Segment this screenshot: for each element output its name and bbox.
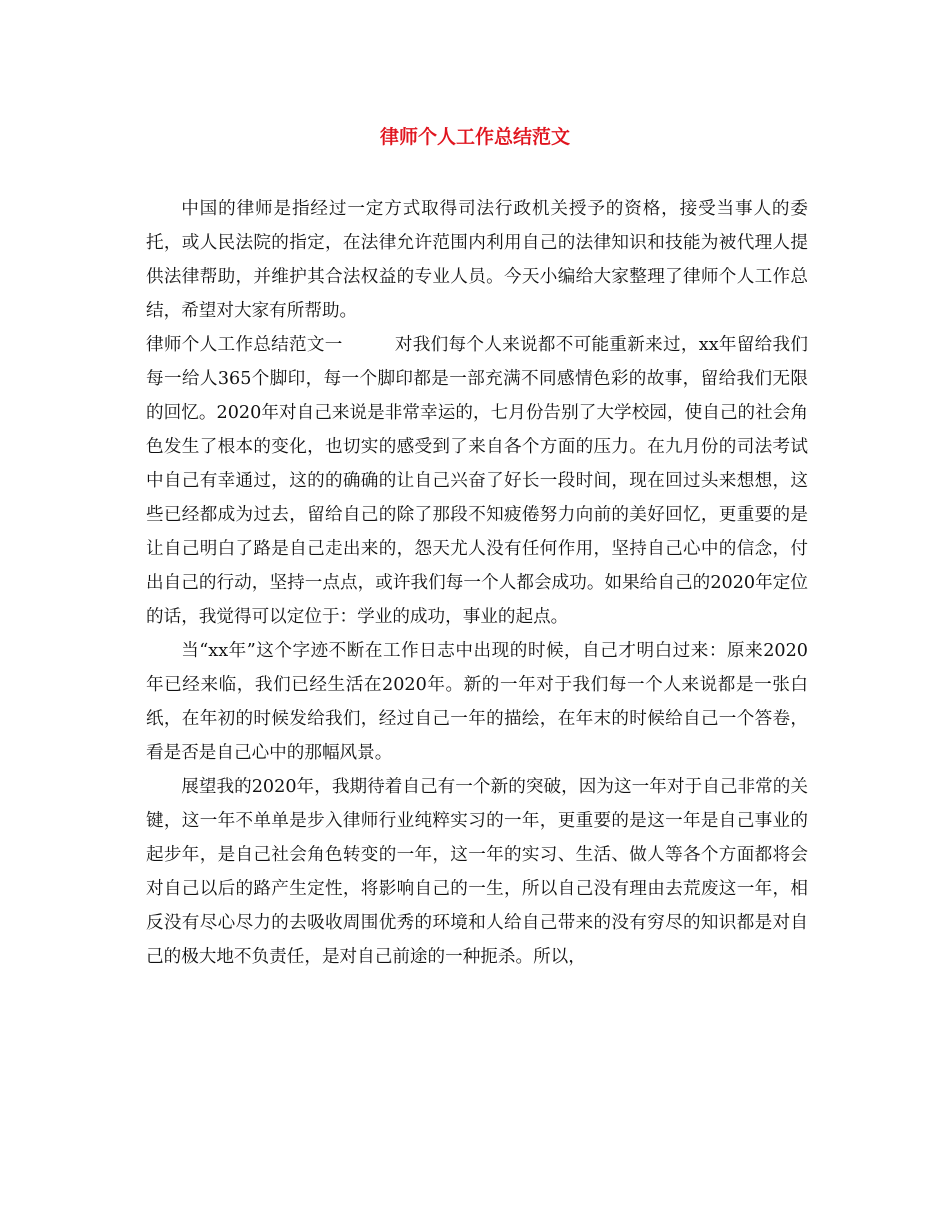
paragraph-outlook: 展望我的2020年，我期待着自己有一个新的突破，因为这一年对于自己非常的关键，这一年不单单是步入律师行业纯粹实习的一年，更重要的是这一年是自己事业的起步年，是自己社会角色转变的一年，这一年的实习、生活、做人等各个方面都将会对自己以后的路产生定性，将影响自己的一生，所以自己没有理由去荒废这一年，相反没有尽心尽力的去吸收周围优秀的环境和人给自己带来的没有穷尽的知识都是对自己的极大地不负责任，是对自己前途的一种扼杀。所以， [146, 777, 808, 967]
intro-paragraph: 中国的律师是指经过一定方式取得司法行政机关授予的资格，接受当事人的委托，或人民法院的指定，在法律允许范围内利用自己的法律知识和技能为被代理人提供法律帮助，并维护其合法权益的专业人员。今天小编给大家整理了律师个人工作总结，希望对大家有所帮助。 [146, 199, 808, 321]
paragraph-xx-year: 当“xx年”这个字迹不断在工作日志中出现的时候，自己才明白过来：原来2020年已经来临，我们已经生活在2020年。新的一年对于我们每一个人来说都是一张白纸，在年初的时候发给我们，经过自己一年的描绘，在年末的时候给自己一个答卷，看是否是自己心中的那幅风景。 [146, 641, 808, 763]
document-body [146, 192, 808, 974]
document-title: 律师个人工作总结范文 [379, 126, 570, 148]
section-heading: 律师个人工作总结范文一 [146, 335, 343, 355]
section-paragraph-text: 对我们每个人来说都不可能重新来过，xx年留给我们每一给人365个脚印，每一个脚印都是一部充满不同感情色彩的故事，留给我们无限的回忆。2020年对自己来说是非常幸运的，七月份告别了大学校园，使自己的社会角色发生了根本的变化，也切实的感受到了来自各个方面的压力。在九月份的司法考试中自己有幸通过，这的的确确的让自己兴奋了好长一段时间，现在回过头来想想，这些已经都成为过去，留给自己的除了那段不知疲倦努力向前的美好回忆，更重要的是让自己明白了路是自己走出来的，怨天尤人没有任何作用，坚持自己心中的信念，付出自己的行动，坚持一点点，或许我们每一个人都会成功。如果给自己的2020年定位的话，我觉得可以定位于：学业的成功，事业的起点。 [146, 335, 808, 627]
section-paragraph [146, 328, 808, 634]
